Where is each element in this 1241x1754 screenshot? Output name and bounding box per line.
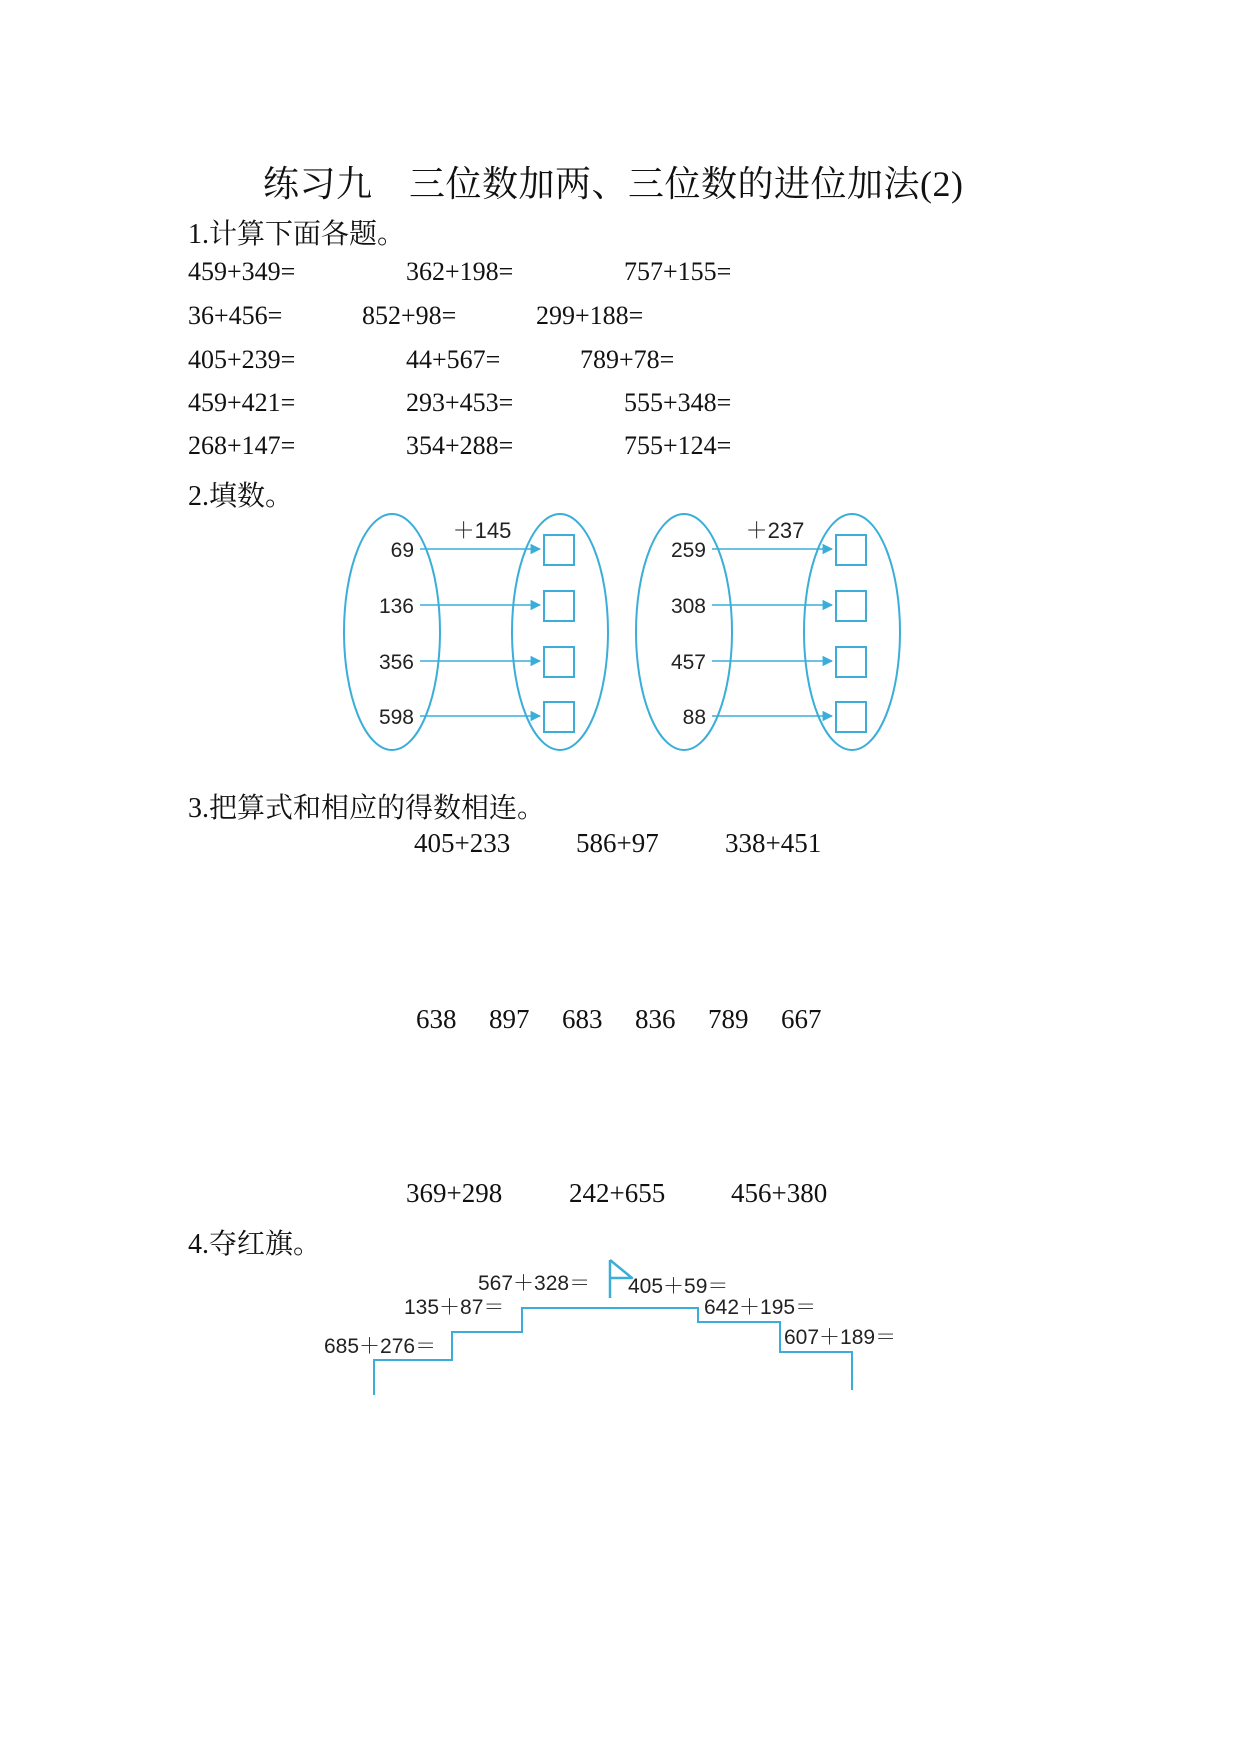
answer-box[interactable]	[836, 535, 866, 565]
q3-heading: 3.把算式和相应的得数相连。	[188, 793, 546, 824]
step-expression: 135＋87＝	[404, 1296, 505, 1319]
result-number[interactable]: 667	[781, 1004, 822, 1034]
step-expression: 567＋328＝	[478, 1272, 591, 1295]
bottom-expression[interactable]: 242+655	[569, 1178, 666, 1208]
answer-box[interactable]	[836, 702, 866, 732]
answer-box[interactable]	[836, 647, 866, 677]
q1-equation: 405+239=	[188, 345, 296, 374]
fill-number-diagram	[330, 505, 910, 755]
answer-box[interactable]	[544, 702, 574, 732]
result-number[interactable]: 836	[635, 1004, 676, 1034]
answer-box[interactable]	[544, 535, 574, 565]
operation-label: ＋237	[745, 518, 805, 543]
staircase-diagram	[320, 1250, 930, 1400]
input-number: 598	[378, 706, 414, 729]
q1-equation: 36+456=	[188, 301, 283, 330]
input-number: 136	[378, 595, 414, 618]
input-number: 308	[670, 595, 706, 618]
q1-heading: 1.计算下面各题。	[188, 219, 406, 250]
q4-heading: 4.夺红旗。	[188, 1229, 322, 1260]
step-expression: 685＋276＝	[324, 1335, 437, 1358]
step-expression: 642＋195＝	[704, 1296, 817, 1319]
step-expression: 607＋189＝	[784, 1326, 897, 1349]
input-number: 259	[670, 539, 706, 562]
q1-equation: 755+124=	[624, 431, 732, 460]
q1-equation: 293+453=	[406, 388, 514, 417]
top-expression[interactable]: 586+97	[576, 828, 659, 858]
q1-equation: 852+98=	[362, 301, 457, 330]
top-expression[interactable]: 405+233	[414, 828, 511, 858]
q1-equation: 757+155=	[624, 257, 732, 286]
input-number: 457	[670, 651, 706, 674]
answer-box[interactable]	[544, 647, 574, 677]
q2-heading: 2.填数。	[188, 481, 294, 512]
result-number[interactable]: 897	[489, 1004, 530, 1034]
step-expression: 405＋59＝	[628, 1275, 729, 1298]
mapping-group-1	[344, 514, 608, 750]
input-number: 88	[682, 706, 706, 729]
result-number[interactable]: 789	[708, 1004, 749, 1034]
q1-equation: 789+78=	[580, 345, 675, 374]
bottom-expression[interactable]: 456+380	[731, 1178, 828, 1208]
input-number: 69	[390, 539, 414, 562]
operation-label: ＋145	[452, 518, 512, 543]
mapping-group-2	[636, 514, 900, 750]
input-number: 356	[378, 651, 414, 674]
answer-box[interactable]	[836, 591, 866, 621]
q1-equation: 299+188=	[536, 301, 644, 330]
bottom-expression[interactable]: 369+298	[406, 1178, 503, 1208]
q1-equation: 268+147=	[188, 431, 296, 460]
q1-equation: 362+198=	[406, 257, 514, 286]
q1-equation: 555+348=	[624, 388, 732, 417]
q1-equation: 459+349=	[188, 257, 296, 286]
answer-box[interactable]	[544, 591, 574, 621]
top-expression[interactable]: 338+451	[725, 828, 822, 858]
result-number[interactable]: 683	[562, 1004, 603, 1034]
page-title: 练习九 三位数加两、三位数的进位加法(2)	[263, 164, 964, 204]
q1-equation: 44+567=	[406, 345, 501, 374]
q1-equation: 459+421=	[188, 388, 296, 417]
result-number[interactable]: 638	[416, 1004, 457, 1034]
q1-equation: 354+288=	[406, 431, 514, 460]
